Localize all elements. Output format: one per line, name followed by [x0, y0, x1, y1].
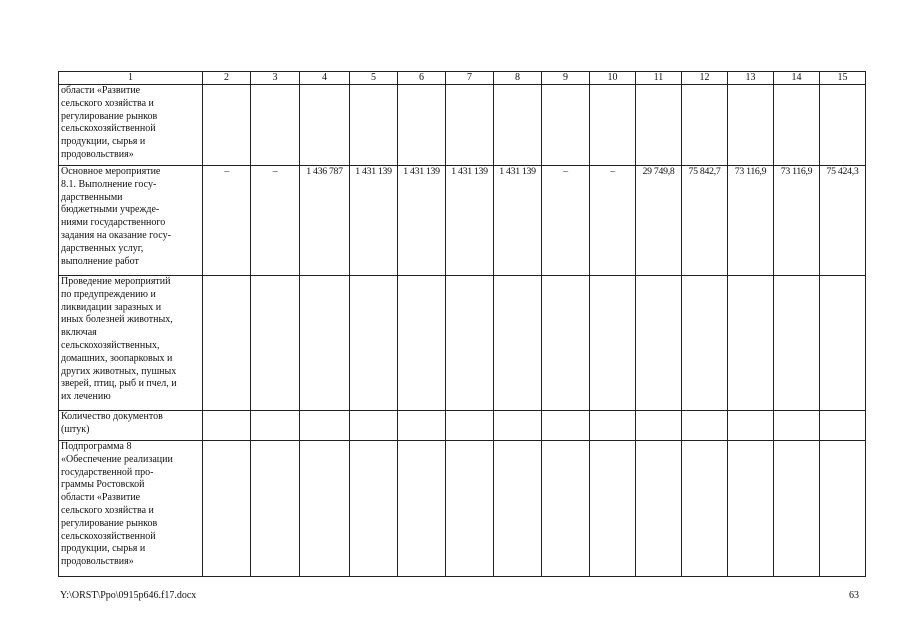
table-cell: 73 116,9	[774, 166, 820, 276]
table-cell	[590, 441, 636, 577]
column-header: 2	[203, 72, 251, 85]
table-cell	[398, 85, 446, 166]
table-cell	[774, 441, 820, 577]
table-cell	[203, 411, 251, 441]
table-cell	[494, 85, 542, 166]
table-cell	[820, 441, 866, 577]
table-cell	[682, 276, 728, 411]
table-cell	[636, 441, 682, 577]
table-row	[59, 166, 866, 276]
table-cell: 1 431 139	[398, 166, 446, 276]
column-header: 11	[636, 72, 682, 85]
table-cell: –	[590, 166, 636, 276]
table-cell	[350, 411, 398, 441]
table-cell	[728, 411, 774, 441]
row-description-cell: Количество документов (штук)	[59, 411, 203, 441]
column-header: 3	[251, 72, 300, 85]
table-cell	[728, 276, 774, 411]
table-cell	[251, 85, 300, 166]
table-cell	[494, 411, 542, 441]
table-cell: 1 431 139	[350, 166, 398, 276]
footer-page-number: 63	[849, 590, 859, 601]
column-header: 9	[542, 72, 590, 85]
column-header: 4	[300, 72, 350, 85]
table-cell	[494, 441, 542, 577]
table-cell	[636, 411, 682, 441]
table-cell	[251, 441, 300, 577]
table-cell	[398, 276, 446, 411]
column-header: 6	[398, 72, 446, 85]
table-cell	[820, 85, 866, 166]
table-cell: 29 749,8	[636, 166, 682, 276]
column-header: 14	[774, 72, 820, 85]
column-header: 13	[728, 72, 774, 85]
table-cell: –	[251, 166, 300, 276]
table-cell: 75 424,3	[820, 166, 866, 276]
table-cell	[203, 441, 251, 577]
table-cell	[682, 85, 728, 166]
table-cell	[494, 276, 542, 411]
table-cell	[542, 411, 590, 441]
table-cell	[300, 441, 350, 577]
table-cell: 75 842,7	[682, 166, 728, 276]
column-header: 8	[494, 72, 542, 85]
table-cell: 1 431 139	[446, 166, 494, 276]
table-cell: 1 436 787	[300, 166, 350, 276]
table-cell	[590, 85, 636, 166]
table-cell: –	[542, 166, 590, 276]
table-cell	[446, 85, 494, 166]
table-row	[59, 85, 866, 166]
footer-file-path: Y:\ORST\Ppo\0915p646.f17.docx	[60, 590, 197, 601]
table-cell	[398, 441, 446, 577]
table-cell	[682, 441, 728, 577]
table-cell: 1 431 139	[494, 166, 542, 276]
table-row	[59, 276, 866, 411]
table-cell	[350, 441, 398, 577]
table-cell	[203, 276, 251, 411]
column-header: 7	[446, 72, 494, 85]
column-header: 12	[682, 72, 728, 85]
table-cell	[636, 276, 682, 411]
table-cell	[203, 85, 251, 166]
table-cell	[300, 85, 350, 166]
table-cell: –	[203, 166, 251, 276]
table-cell	[251, 276, 300, 411]
row-description-cell: области «Развитие сельского хозяйства и регулирование рынков сельскохозяйственной продукции, сырья и продовольствия»	[59, 85, 203, 166]
table-cell	[636, 85, 682, 166]
table-cell	[728, 441, 774, 577]
table-cell	[774, 411, 820, 441]
table-row	[59, 441, 866, 577]
column-header: 15	[820, 72, 866, 85]
table-row	[59, 411, 866, 441]
table-cell	[542, 441, 590, 577]
table-cell	[350, 85, 398, 166]
table-cell: 73 116,9	[728, 166, 774, 276]
table-cell	[446, 441, 494, 577]
table-cell	[446, 411, 494, 441]
table-cell	[398, 411, 446, 441]
table-header-row	[59, 72, 866, 85]
data-table	[58, 71, 866, 577]
table-cell	[300, 276, 350, 411]
table-cell	[820, 276, 866, 411]
table-cell	[774, 276, 820, 411]
row-description-cell: Проведение мероприятий по предупреждению и ликвидации заразных и иных болезней животных, включая сельскохозяйственных, домашних, зоопарковых и других животных, пушных зверей, птиц, рыб и пчел, и их лечению	[59, 276, 203, 411]
column-header: 10	[590, 72, 636, 85]
table-cell	[820, 411, 866, 441]
column-header: 1	[59, 72, 203, 85]
table-cell	[300, 411, 350, 441]
table-cell	[682, 411, 728, 441]
table-cell	[542, 85, 590, 166]
table-cell	[728, 85, 774, 166]
row-description-cell: Подпрограмма 8 «Обеспечение реализации государственной про- граммы Ростовской области «Развитие сельского хозяйства и регулирование рынков сельскохозяйственной продукции, сырья и продовольствия»	[59, 441, 203, 577]
table-cell	[446, 276, 494, 411]
table-cell	[774, 85, 820, 166]
table-cell	[350, 276, 398, 411]
table-cell	[542, 276, 590, 411]
table-cell	[590, 276, 636, 411]
row-description-cell: Основное мероприятие 8.1. Выполнение госу- дарственными бюджетными учрежде- ниями государственного задания на оказание госу- дарственных услуг, выполнение работ	[59, 166, 203, 276]
table-cell	[590, 411, 636, 441]
column-header: 5	[350, 72, 398, 85]
table-cell	[251, 411, 300, 441]
